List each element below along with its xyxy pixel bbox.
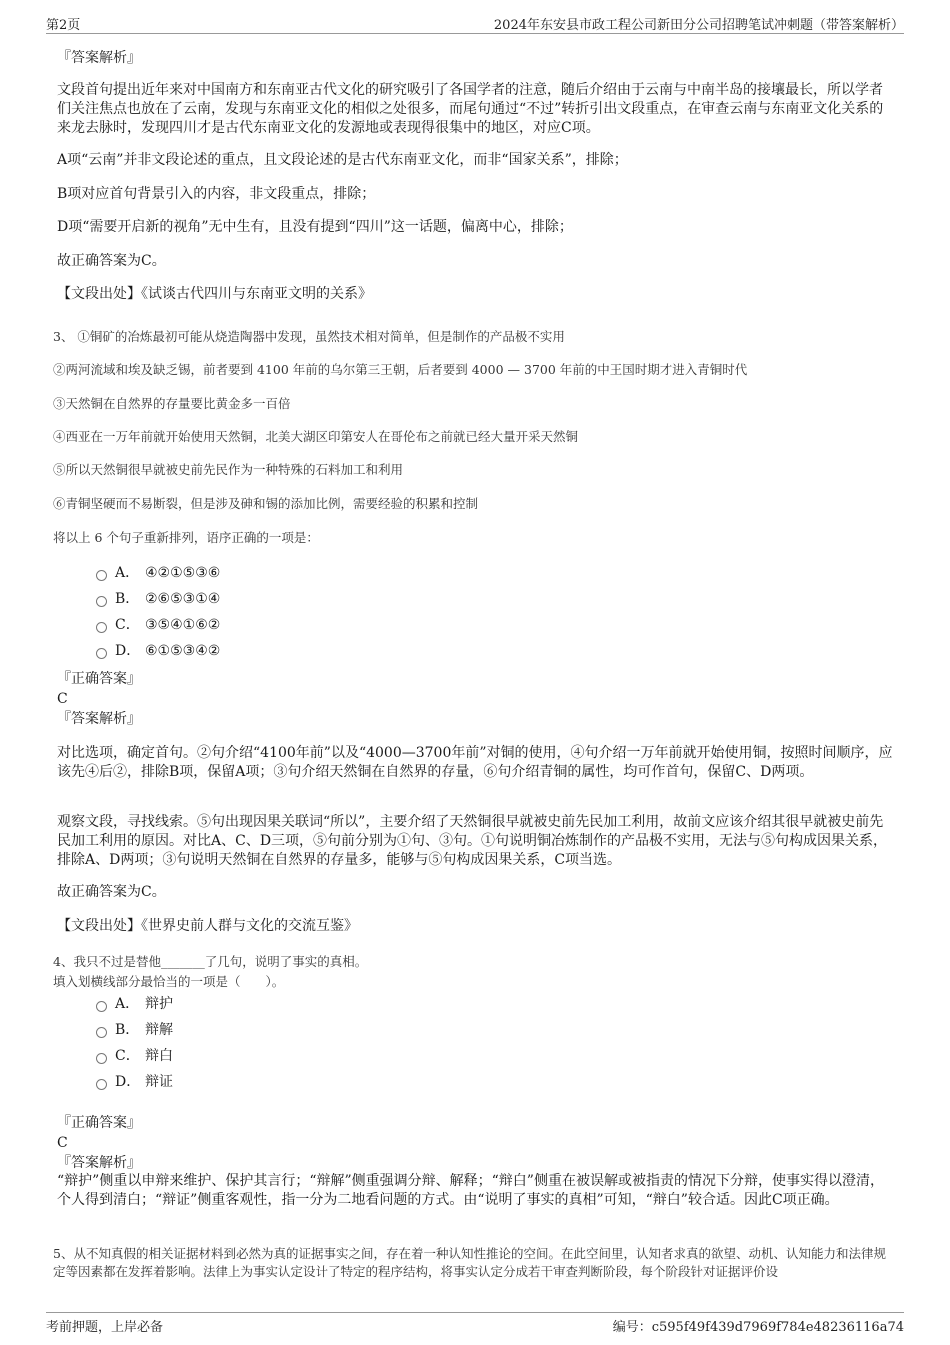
q4-analysis: “辩护”侧重以申辩来维护、保护其言行；“辩解”侧重强调分辩、解释；“辩白”侧重在被误解或被指责的情况下分辩，使事实得以澄清，个人得到清白；“辩证”侧重客观性，指一分为二地看问题的方式。由“说明了事实的真相”可知，“辩白”较合适。因此C项正确。 xyxy=(57,1173,884,1208)
q3-sentence-6: ⑥青铜坚硬而不易断裂，但是涉及砷和锡的添加比例，需要经验的积累和控制 xyxy=(53,496,479,511)
q4-answer-title: 『正确答案』 xyxy=(57,1115,141,1131)
radio-icon[interactable] xyxy=(96,1053,107,1064)
q3-option-b[interactable]: B． ②⑥⑤③①④ xyxy=(96,590,220,609)
q3-sentence-1: 3、 ①铜矿的冶炼最初可能从烧造陶器中发现，虽然技术相对简单，但是制作的产品极不实用 xyxy=(53,329,565,344)
q4-stem: 4、我只不过是替他_______了几句，说明了事实的真相。 xyxy=(53,954,368,969)
radio-icon[interactable] xyxy=(96,596,107,607)
page-number: 第2页 xyxy=(46,18,81,33)
q3-option-d[interactable]: D． ⑥①⑤③④② xyxy=(96,642,220,661)
q3-analysis-para-3: 故正确答案为C。 xyxy=(57,884,166,900)
q3-sentence-4: ④西亚在一万年前就开始使用天然铜，北美大湖区印第安人在哥伦布之前就已经大量开采天然铜 xyxy=(53,429,579,444)
q2-analysis-para-5: 故正确答案为C。 xyxy=(57,253,166,269)
q3-analysis-title: 『答案解析』 xyxy=(57,711,141,727)
q3-prompt: 将以上 6 个句子重新排列，语序正确的一项是： xyxy=(53,530,319,545)
q3-sentence-5: ⑤所以天然铜很早就被史前先民作为一种特殊的石料加工和利用 xyxy=(53,462,404,477)
q3-answer-title: 『正确答案』 xyxy=(57,671,141,687)
q3-analysis-para-2: 观察文段，寻找线索。⑤句出现因果关联词“所以”，主要介绍了天然铜很早就被史前先民加工利用，故前文应该介绍其很早就被史前先民加工利用的原因。对比A、C、D三项，⑤句前分别为①句、③句。①句说明铜冶炼制作的产品极不实用，无法与⑤句构成因果关系，排除A、D两项；③句说明天然铜在自然界的存量多，能够与⑤句构成因果关系，C项当选。 xyxy=(57,814,888,868)
document-id: 编号：c595f49f439d7969f784e48236116a74 xyxy=(612,1320,904,1335)
q3-sentence-3: ③天然铜在自然界的存量要比黄金多一百倍 xyxy=(53,396,291,411)
radio-icon[interactable] xyxy=(96,622,107,633)
radio-icon[interactable] xyxy=(96,570,107,581)
q2-analysis-para-4: D项“需要开启新的视角”无中生有，且没有提到“四川”这一话题，偏离中心，排除； xyxy=(57,219,573,235)
q2-analysis-para-1: 文段首句提出近年来对中国南方和东南亚古代文化的研究吸引了各国学者的注意，随后介绍由于云南与中南半岛的接壤最长，所以学者们关注焦点也放在了云南，发现与东南亚文化的相似之处很多，而尾句通过“不过”转折引出文段重点，在审查云南与东南亚文化关系的来龙去脉时，发现四川才是古代东南亚文化的发源地或表现得很集中的地区，对应C项。 xyxy=(57,82,884,136)
q4-option-d[interactable]: D． 辩证 xyxy=(96,1073,173,1092)
q3-source: 【文段出处】《世界史前人群与文化的交流互鉴》 xyxy=(57,918,358,934)
q2-analysis-para-3: B项对应首句背景引入的内容，非文段重点，排除； xyxy=(57,186,376,202)
q4-answer: C xyxy=(57,1135,68,1151)
q3-sentence-2: ②两河流域和埃及缺乏锡，前者要到 4100 年前的乌尔第三王朝，后者要到 4000 — 3700 年前的中王国时期才进入青铜时代 xyxy=(53,362,748,377)
q3-answer: C xyxy=(57,691,68,707)
q2-analysis-para-2: A项“云南”并非文段论述的重点，且文段论述的是古代东南亚文化，而非“国家关系”，排除； xyxy=(57,152,628,168)
q4-option-b[interactable]: B． 辩解 xyxy=(96,1021,173,1040)
q4-option-a[interactable]: A． 辩护 xyxy=(96,995,173,1014)
radio-icon[interactable] xyxy=(96,1001,107,1012)
q3-option-a[interactable]: A． ④②①⑤③⑥ xyxy=(96,564,220,583)
q5-stem: 5、从不知真假的相关证据材料到必然为真的证据事实之间，存在着一种认知性推论的空间。在此空间里，认知者求真的欲望、动机、认知能力和法律规定等因素都在发挥着影响。法律上为事实认定设计了特定的程序结构，将事实认定分成若干审查判断阶段，每个阶段针对证据评价设 xyxy=(53,1246,886,1279)
q4-analysis-title: 『答案解析』 xyxy=(57,1155,141,1171)
q3-option-c[interactable]: C． ③⑤④①⑥② xyxy=(96,616,220,635)
q2-analysis-title: 『答案解析』 xyxy=(57,50,141,66)
q2-source: 【文段出处】《试谈古代四川与东南亚文明的关系》 xyxy=(57,286,372,302)
page-header xyxy=(46,14,904,34)
q4-prompt: 填入划横线部分最恰当的一项是（ ）。 xyxy=(53,974,285,989)
page-footer xyxy=(46,1312,904,1334)
document-title: 2024年东安县市政工程公司新田分公司招聘笔试冲刺题（带答案解析） xyxy=(493,18,904,33)
q3-analysis-para-1: 对比选项，确定首句。②句介绍“4100年前”以及“4000—3700年前”对铜的使用，④句介绍一万年前就开始使用铜，按照时间顺序，应该先④后②，排除B项，保留A项；③句介绍天然铜在自然界的存量，⑥句介绍青铜的属性，均可作首句，保留C、D两项。 xyxy=(57,745,893,780)
radio-icon[interactable] xyxy=(96,648,107,659)
radio-icon[interactable] xyxy=(96,1079,107,1090)
q4-option-c[interactable]: C． 辩白 xyxy=(96,1047,173,1066)
radio-icon[interactable] xyxy=(96,1027,107,1038)
footer-slogan: 考前押题，上岸必备 xyxy=(46,1320,164,1335)
